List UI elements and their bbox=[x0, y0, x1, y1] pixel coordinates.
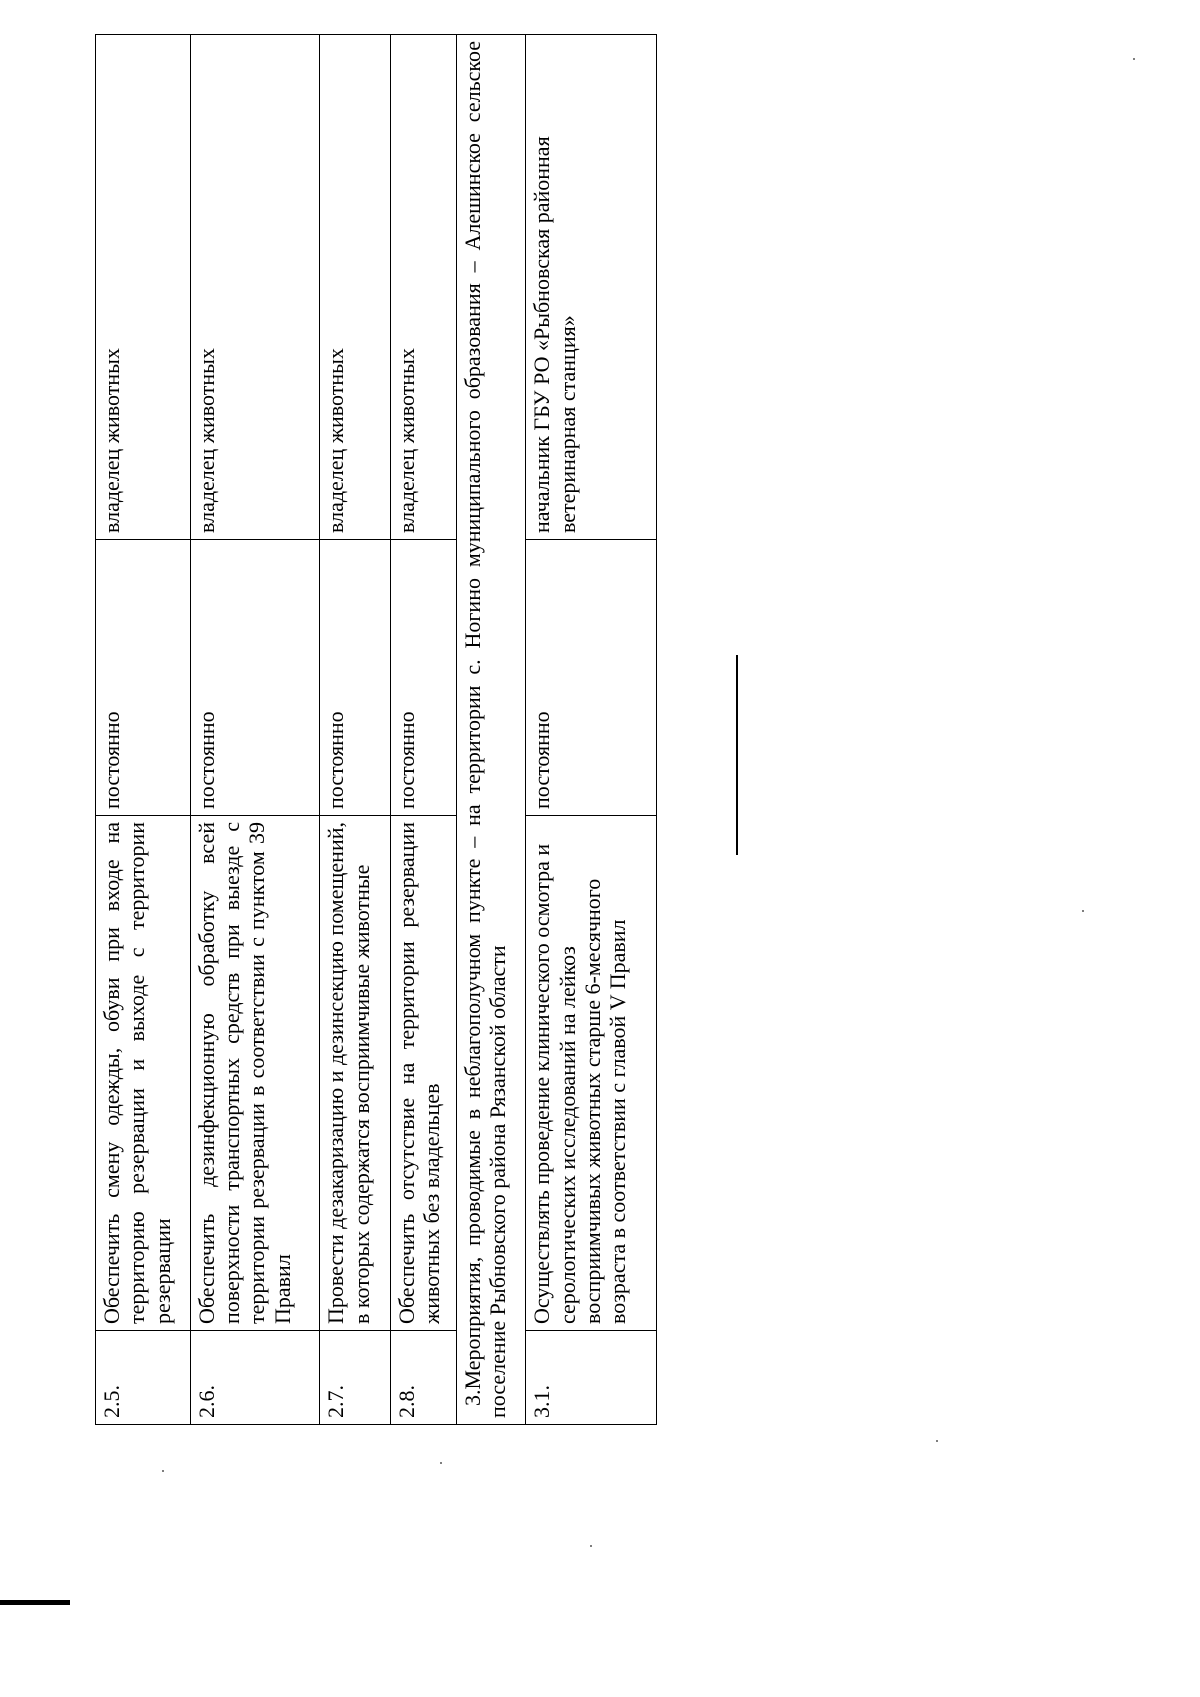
scan-speck bbox=[440, 1462, 442, 1464]
row-number: 2.6. bbox=[190, 1331, 320, 1425]
row-responsible: владелец животных bbox=[320, 35, 391, 540]
scan-speck bbox=[1082, 910, 1084, 912]
section-3-title: 3.Мероприятия, проводимые в неблагополучном пункте – на территории с. Ногино муниципального образования – Алешинское сельское поселение Рыбновского района Рязанской области bbox=[456, 35, 526, 1425]
scan-speck bbox=[1133, 58, 1135, 60]
row-responsible: владелец животных bbox=[391, 35, 456, 540]
row-number: 2.5. bbox=[96, 1331, 191, 1425]
measures-table bbox=[95, 34, 657, 1425]
row-responsible: начальник ГБУ РО «Рыбновская районная ветеринарная станция» bbox=[526, 35, 657, 540]
table-row bbox=[391, 35, 456, 1425]
row-term: постоянно bbox=[96, 540, 191, 816]
row-term: постоянно bbox=[391, 540, 456, 816]
table-row bbox=[526, 35, 657, 1425]
table-row bbox=[190, 35, 320, 1425]
end-of-document-line bbox=[736, 655, 738, 855]
scan-speck bbox=[162, 1470, 164, 1472]
row-number: 2.7. bbox=[320, 1331, 391, 1425]
row-action: Провести дезакаризацию и дезинсекцию помещений, в которых содержатся восприимчивые животные bbox=[320, 816, 391, 1331]
section-header-row bbox=[456, 35, 526, 1425]
scan-speck bbox=[936, 1440, 938, 1442]
row-responsible: владелец животных bbox=[96, 35, 191, 540]
row-number: 3.1. bbox=[526, 1331, 657, 1425]
scan-edge-mark bbox=[0, 1600, 70, 1605]
row-number: 2.8. bbox=[391, 1331, 456, 1425]
row-action: Осуществлять проведение клинического осмотра и серологических исследований на лейкоз восприимчивых животных старше 6-месячного возраста в соответствии с главой V Правил bbox=[526, 816, 657, 1331]
row-action: Обеспечить отсутствие на территории резервации животных без владельцев bbox=[391, 816, 456, 1331]
table-row bbox=[96, 35, 191, 1425]
row-responsible: владелец животных bbox=[190, 35, 320, 540]
scan-speck bbox=[590, 1545, 592, 1547]
row-action: Обеспечить смену одежды, обуви при входе на территорию резервации и выходе с территории резервации bbox=[96, 816, 191, 1331]
row-action: Обеспечить дезинфекционную обработку всей поверхности транспортных средств при выезде с территории резервации в соответствии с пунктом 39 Правил bbox=[190, 816, 320, 1331]
table-row bbox=[320, 35, 391, 1425]
row-term: постоянно bbox=[320, 540, 391, 816]
row-term: постоянно bbox=[190, 540, 320, 816]
row-term: постоянно bbox=[526, 540, 657, 816]
